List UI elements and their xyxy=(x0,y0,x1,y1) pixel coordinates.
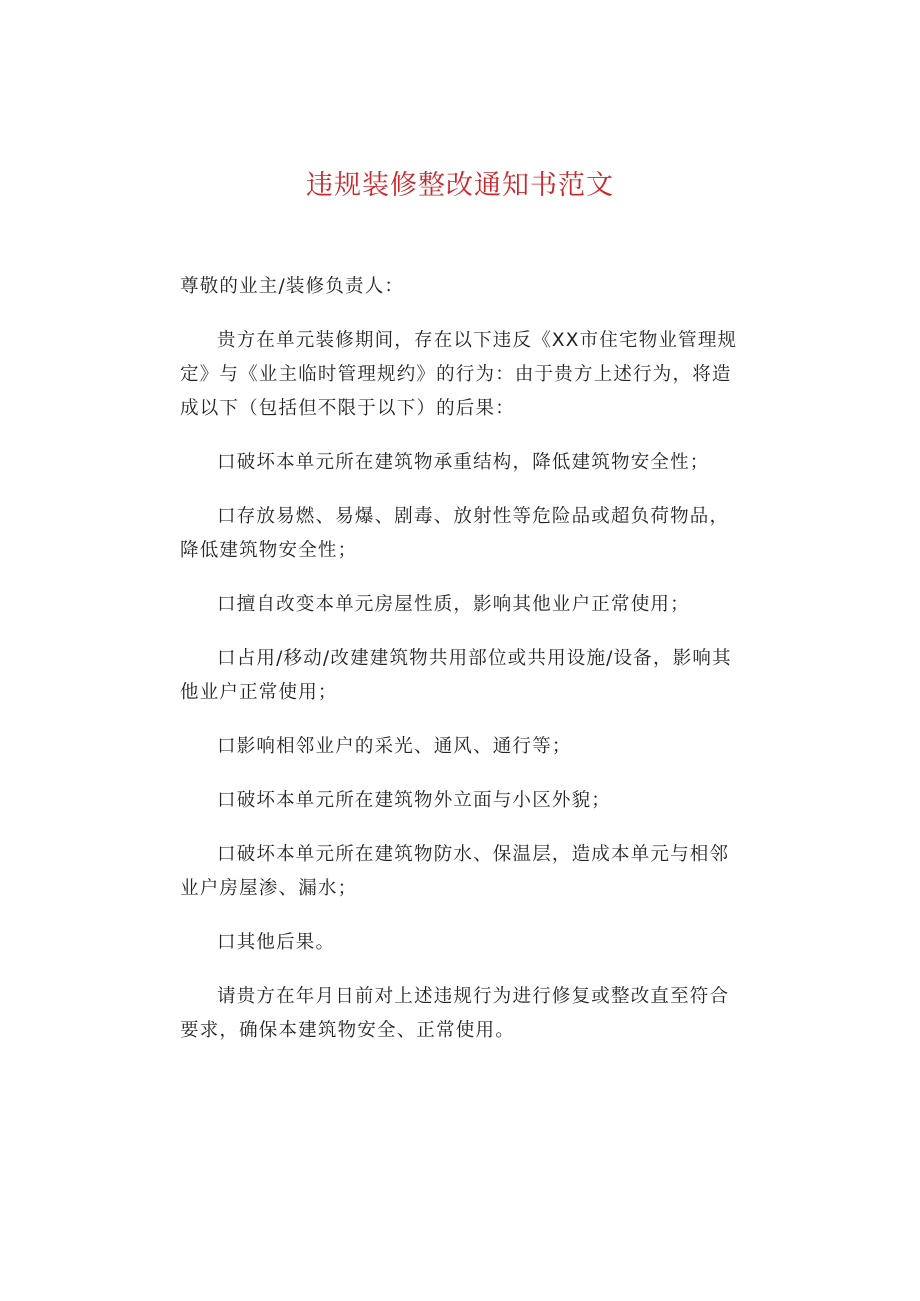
consequence-text: 破坏本单元所在建筑物外立面与小区外貌； xyxy=(236,790,612,811)
consequence-item xyxy=(180,926,740,960)
consequence-item xyxy=(180,838,740,906)
consequence-item xyxy=(180,500,740,568)
consequence-item xyxy=(180,588,740,622)
consequence-text: 擅自改变本单元房屋性质，影响其他业户正常使用； xyxy=(236,594,690,615)
salutation: 尊敬的业主/装修负责人： xyxy=(180,276,405,297)
consequence-text: 破坏本单元所在建筑物防水、保温层，造成本单元与相邻业户房屋渗、漏水； xyxy=(180,844,730,899)
checkbox-icon: 口 xyxy=(217,844,237,865)
document-body xyxy=(180,270,740,1068)
consequence-item xyxy=(180,784,740,818)
checkbox-icon: 口 xyxy=(217,736,237,757)
checkbox-icon: 口 xyxy=(217,594,237,615)
checkbox-icon: 口 xyxy=(217,932,237,953)
checkbox-icon: 口 xyxy=(217,648,237,669)
checkbox-icon: 口 xyxy=(217,506,237,527)
consequence-text: 影响相邻业户的采光、通风、通行等； xyxy=(236,736,572,757)
checkbox-icon: 口 xyxy=(217,790,237,811)
consequence-text: 存放易燃、易爆、剧毒、放射性等危险品或超负荷物品，降低建筑物安全性； xyxy=(180,506,730,561)
consequence-item xyxy=(180,730,740,764)
document-title: 违规装修整改通知书范文 xyxy=(306,170,614,201)
closing-paragraph: 请贵方在年月日前对上述违规行为进行修复或整改直至符合要求，确保本建筑物安全、正常使用。 xyxy=(180,986,730,1041)
consequence-text: 其他后果。 xyxy=(236,932,336,953)
consequence-item xyxy=(180,446,740,480)
checkbox-icon: 口 xyxy=(217,452,237,473)
intro-paragraph: 贵方在单元装修期间，存在以下违反《XX市住宅物业管理规定》与《业主临时管理规约》的行为：由于贵方上述行为，将造成以下（包括但不限于以下）的后果： xyxy=(180,330,738,419)
consequence-text: 占用/移动/改建建筑物共用部位或共用设施/设备，影响其他业户正常使用； xyxy=(180,648,732,703)
consequence-text: 破坏本单元所在建筑物承重结构，降低建筑物安全性； xyxy=(236,452,710,473)
consequence-item xyxy=(180,642,740,710)
